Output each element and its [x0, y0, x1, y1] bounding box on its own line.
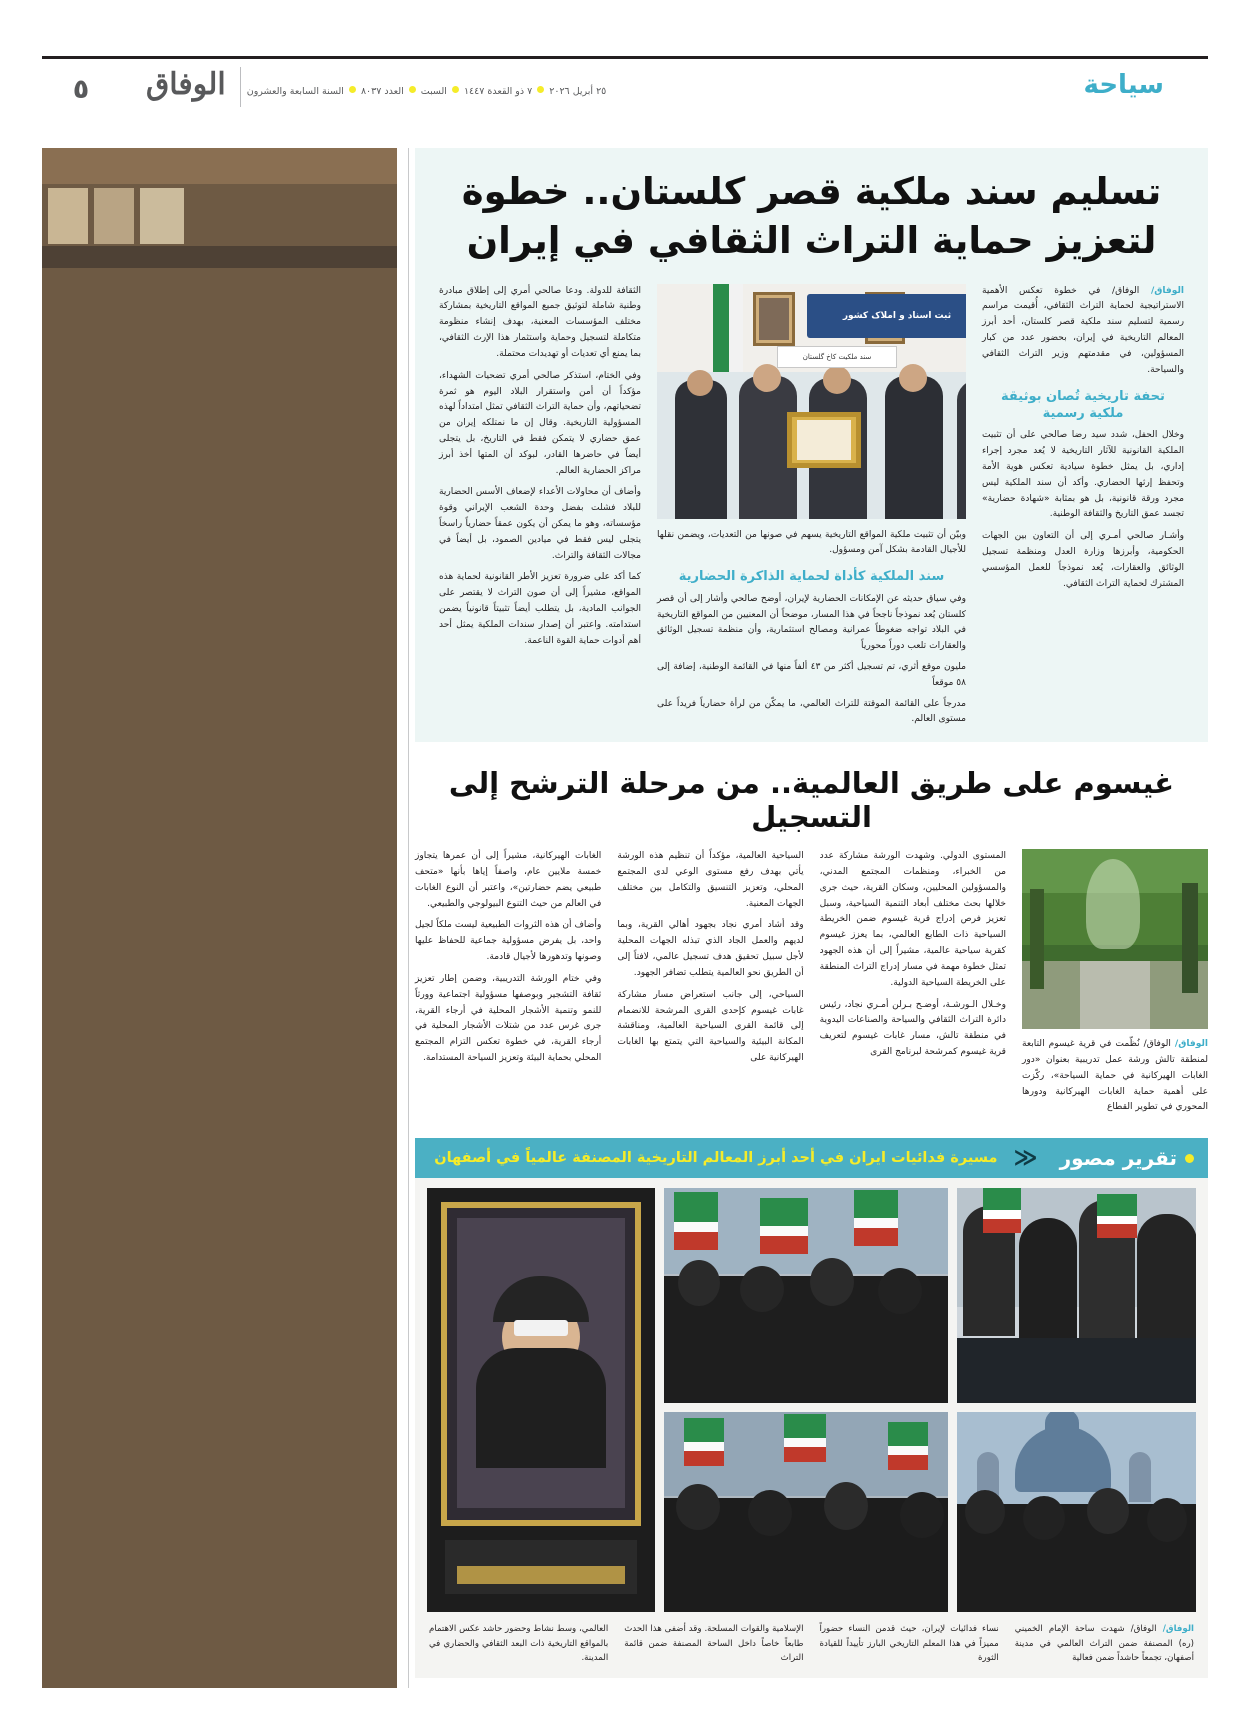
photo-golestan-deed-ceremony [657, 284, 966, 519]
photo-sign-text: سند ملکیت کاخ گلستان [777, 346, 897, 368]
article1-column-right [982, 284, 1184, 729]
masthead-meta [241, 76, 1040, 97]
article2-c3-p1: السياحية العالمية، مؤكداً أن تنظيم هذه الورشة يأتي بهدف رفع مستوى الوعي لدى المجتمع المحلي، وتعزيز التنسيق والتكامل بين مختلف الجهات المعنية. [617, 851, 804, 909]
article2-column-1 [1022, 849, 1208, 1116]
meta-year: السنة السابعة والعشرون [246, 86, 344, 97]
article2-column-2 [820, 849, 1006, 1116]
article1-right-body2: وأشـار صالحي أمـري إلى أن التعاون بين الجهات الحكومية، وأبرزها وزارة العدل ومنظمة تسجيل الوثائق والعقارات، يُعد نموذجاً للعمل المؤسسي المشترك لحماية التراث الثقافي. [982, 531, 1184, 589]
page-number: ٥ [72, 74, 90, 105]
photo-banner-text: ثبت اسناد و املاک کشور [842, 310, 952, 321]
article1-left-p4: كما أكد على ضرورة تعزيز الأطر القانونية لحماية هذه المواقع، مشيراً إلى أن صون التراث لا يقتصر على الجوانب المادية، بل يتطلب أيضاً تثبيتاً قانونياً يضمن استدامته. واعتبر أن إصدار سندات الملكية يمثل أحد أهم أدوات حماية القوة الناعمة. [439, 572, 641, 646]
photo-gallery [427, 1188, 1196, 1612]
article-golestan-palace [415, 148, 1208, 742]
masthead-divider-1 [240, 67, 241, 107]
article1-right-body: وخلال الحفل، شدد سيد رضا صالحي على أن تثبيت الملكية القانونية للآثار التاريخية لا يُعد مجرد إجراء إداري، بل يمثل خطوة سيادية تعكس هوية الأمة وتحفظ إرثها الحضاري. وأكد أن سند الملكية ليس مجرد ورقة قانونية، بل هو بمثابة «شهادة حضارية» تجسد عمق التاريخ والثقافة الوطنية. [982, 430, 1184, 520]
gallery-captions [427, 1622, 1196, 1666]
gallery-caption-2: نساء فدائيات لإيران، حيث قدمن النساء حضوراً مميزاً في هذا المعلم التاريخي البارز تأييداً للقيادة الثورة [819, 1624, 999, 1664]
column-divider [408, 148, 409, 1688]
article1-column-middle [657, 284, 966, 729]
chevron-left-icon: ≪ [1013, 1145, 1034, 1172]
photo-damaged-historic-interior [65, 1441, 215, 1561]
byline-label: الوفاق/ [1162, 1624, 1194, 1635]
section-title: سياحة [1083, 69, 1164, 100]
article2-headline: غيسوم على طريق العالمية.. من مرحلة الترشح إلى التسجيل [448, 766, 1175, 835]
article1-subhead-2: سند الملكية كأداة لحماية الذاكرة الحضارية [678, 569, 945, 585]
article1-mid-p3: مليون موقع أثري، تم تسجيل أكثر من ٤٣ ألفاً منها في القائمة الوطنية، إضافة إلى ٥٨ موقعاً [657, 661, 966, 688]
article2-column-4 [415, 849, 601, 1116]
article1-mid-p2: وفي سياق حديثه عن الإمكانات الحضارية لإيران، أوضح صالحي وأشار إلى أن قصر كلستان يُعد نموذجاً ناجحاً في هذا المسار، موضحاً أن المعنيين من المواقع التاريخية في البلاد تواجه ضغوطاً عمرانية ومصالح استثمارية، وأن منظمة تسجيل الوثائق والعقارات تلعب دوراً محورياً [657, 593, 966, 652]
article1-mid-p1: وبيّن أن تثبيت ملكية المواقع التاريخية يسهم في صونها من التعديات، ويضمن نقلها للأجيال القادمة بشكل آمن ومسؤول. [657, 529, 966, 556]
photo-naqsh-e-jahan-square-gathering [957, 1412, 1196, 1612]
photo-report-subtitle: مسيرة فدائيات ايران في أحد أبرز المعالم التاريخية المصنفة عالمياً في أصفهان [434, 1150, 998, 1167]
bullet-icon [349, 86, 356, 93]
article1-column-left [439, 284, 641, 729]
article2-column-3 [617, 849, 803, 1116]
byline-label: الوفاق/ [1150, 285, 1184, 296]
article1-left-p3: وأضاف أن محاولات الأعداء لإضعاف الأسس الحضارية للبلاد فشلت بفضل وحدة الشعب الإيراني وقوة مؤسساته، وهو ما يمكن أن يكون عمقاً حضارياً راسخاً يتجلى ليس فقط في ميادين الصمود، بل أيضاً في مجالات الثقافة والتراث. [439, 487, 641, 561]
sidebar-body-3 [55, 1438, 384, 1678]
sidebar-column [42, 148, 397, 1688]
photo-supreme-leader-portrait-banner [427, 1188, 655, 1612]
article2-c4-p3: وفي ختام الورشة التدريبية، وضمن إطار تعزيز ثقافة التشجير وبوصفها مسؤولية اجتماعية وورثاً للنمو وتنمية الأشجار المحلية في أرجاء القرية، جرى غرس عدد من شتلات الأشجار المحلية في أرجاء القرية، في خطوة تعكس التزام المجتمع المحلي بحماية البيئة وتعزيز السياحة المستدامة. [415, 973, 602, 1063]
bullet-icon [537, 86, 544, 93]
bullet-icon [409, 86, 416, 93]
article2-c2-p1: المستوى الدولي. وشهدت الورشة مشاركة عدد من الخبراء، ومنظمات المجتمع المدني، والمسؤولين المحليين، وسكان القرية، حيث جرى خلالها بحث مختلف أبعاد التنمية السياحية، وسبل تعزيز فرص إدراج قرية غيسوم ضمن الخريطة السياحية ذات الطابع العالمي، بما يعزز غيسوم كقرية سياحية عالمية، مشيراً إلى أن هذه الجهود تمثل خطوة مهمة في مسار إدراج التراث المنطقة على الخريطة السياحية الدولية. [819, 851, 1006, 988]
article1-lead: الوفاق/ في خطوة تعكس الأهمية الاستراتيجية لحماية التراث الثقافي، أُقيمت مراسم رسمية لتسليم سند ملكية قصر كلستان، أحد أبرز المعالم التاريخية في إيران، بحضور عدد من كبار المسؤولين، في مقدمتهم وزير التراث الثقافي والسياحة. [982, 285, 1184, 375]
main-content-column [415, 148, 1208, 1678]
meta-day: السبت [420, 86, 447, 97]
caption-text-1: الوفاق/ شهدت ساحة الإمام الخميني (ره) المصنفة ضمن التراث العالمي في مدينة أصفهان، تجمعاً حاشداً ضمن فعالية [1014, 1624, 1194, 1664]
gallery-caption-4: العالمي، وسط نشاط وحضور حاشد عكس الاهتمام بالمواقع التاريخية ذات البعد الثقافي والحضاري في المدينة. [429, 1624, 609, 1664]
article2-c4-p2: وأضاف أن هذه الثروات الطبيعية ليست ملكاً لجيل واحد، بل يفرض مسؤولية جماعية للحفاظ عليها وصونها وتدهورها لأجيال قادمة. [415, 920, 602, 963]
meta-hijri: ٧ ذو القعدة ١٤٤٧ [463, 86, 533, 97]
article1-subhead-1: تحفة تاريخية تُصان بوثيقة ملكية رسمية [1001, 388, 1165, 421]
bullet-icon [1185, 1154, 1194, 1163]
byline-label: الوفاق/ [1174, 1039, 1208, 1050]
photo-crowd-waving-flags-wide [664, 1412, 948, 1612]
meta-issue: العدد ٨٠٣٧ [360, 86, 404, 97]
photo-crowd-with-iranian-flags-1 [957, 1188, 1196, 1403]
gallery-caption-3: الإسلامية والقوات المسلحة. وقد أضفى هذا الحدث طابعاً خاصاً داخل الساحة المصنفة ضمن قائمة التراث [624, 1624, 804, 1664]
gallery-caption-1 [1015, 1622, 1194, 1666]
photo-report-banner [415, 1138, 1208, 1178]
article1-headline: تسليم سند ملكية قصر كلستان.. خطوة لتعزيز حماية التراث الثقافي في إيران [461, 170, 1162, 262]
bullet-icon [452, 86, 459, 93]
article2-c2-p2: وخـلال الـورشـة، أوضـح بـرلن أمـري نجاد، رئيس دائرة التراث الثقافي والسياحة والصناعات اليدوية في منطقة تالش، مسار غابات غيسوم لتعريف قرية غيسوم كمرشحة لبرنامج القرى [819, 999, 1006, 1057]
masthead [42, 56, 1208, 114]
meta-gregorian: ٢٥ أبريل ٢٠٢٦ [549, 86, 607, 97]
photo-gisoom-forest-road [1022, 849, 1208, 1029]
photo-gallery-container [415, 1178, 1208, 1678]
article1-mid-p4: مدرجاً على القائمة الموقتة للتراث العالمي، ما يمكّن من لرأة حضارياً فريداً على مستوى العالم. [657, 698, 966, 725]
article2-c3-p2: وقد أشاد أمري نجاد بجهود أهالي القرية، وبما لديهم والعمل الجاد الذي تبذله الجهات المحلية لأجل سبيل تحقيق هدف تسجيل عالمي، لافتاً إلى أن الطريق نحو العالمية يتطلب تضافر الجهود. [617, 920, 804, 978]
photo-crowd-with-iranian-flags-2 [664, 1188, 948, 1403]
article1-left-p2: وفي الختام، استذكر صالحي أمري تضحيات الشهداء، مؤكداً أن أمن واستقرار البلاد اليوم هو ثمرة تضحياتهم، وأن حماية التراث الثقافي تمثل امتداداً لهذه المسؤولية التاريخية. وقال إن ما نمتلكه إيران من عمق حضاري لا يتمكن فقط في التاريخ، بل يتجلى أيضاً في حاضرها القادر، لبوكد أن المتها أخذ أبرز مراكز الحضارية العالم. [439, 370, 641, 476]
photo-report-title: تقرير مصور [1059, 1146, 1177, 1171]
article-gisoom-forest [415, 766, 1208, 1116]
newspaper-brand: الوفاق [146, 67, 226, 102]
article2-c3-p3: السياحي، إلى جانب استعراض مسار مشاركة غابات غيسوم كإحدى القرى المرشحة للانضمام إلى قائمة القرى السياحية العالمية، ومناقشة المكانة البيئية والسياحية التي يتمتع بها الغابات الهيركانية على [617, 989, 804, 1063]
article2-c4-p1: الغابات الهيركانية، مشيراً إلى أن عمرها يتجاوز خمسة ملايين عام، واصفاً إياها بأنها «متحف طبيعي يضم حضارتين»، واعتبر أن النوع الغابات في العالم من حيث التنوع البيولوجي والطبيعي. [415, 851, 602, 909]
article2-lead: الوفاق/ نُظّمت في قرية غيسوم التابعة لمنطقة تالش ورشة عمل تدريبية بعنوان «دور الغابات الهيركانية في حماية السياحة»، ركّزت على أهمية حماية الغابات الهيركانية ودورها المحوري في تطوير القطاع [1022, 1039, 1208, 1113]
article1-left-p1: الثقافة للدولة. ودعا صالحي أمري إلى إطلاق مبادرة وطنية شاملة لتوثيق جميع المواقع التاريخية بمشاركة مختلف المؤسسات المعنية، بهدف إنشاء منظومة متكاملة لتسجيل وحماية واستثمار هذا الإرث الثقافي، بما يمنع أي تعديات أو تهديدات محتملة. [439, 285, 641, 359]
